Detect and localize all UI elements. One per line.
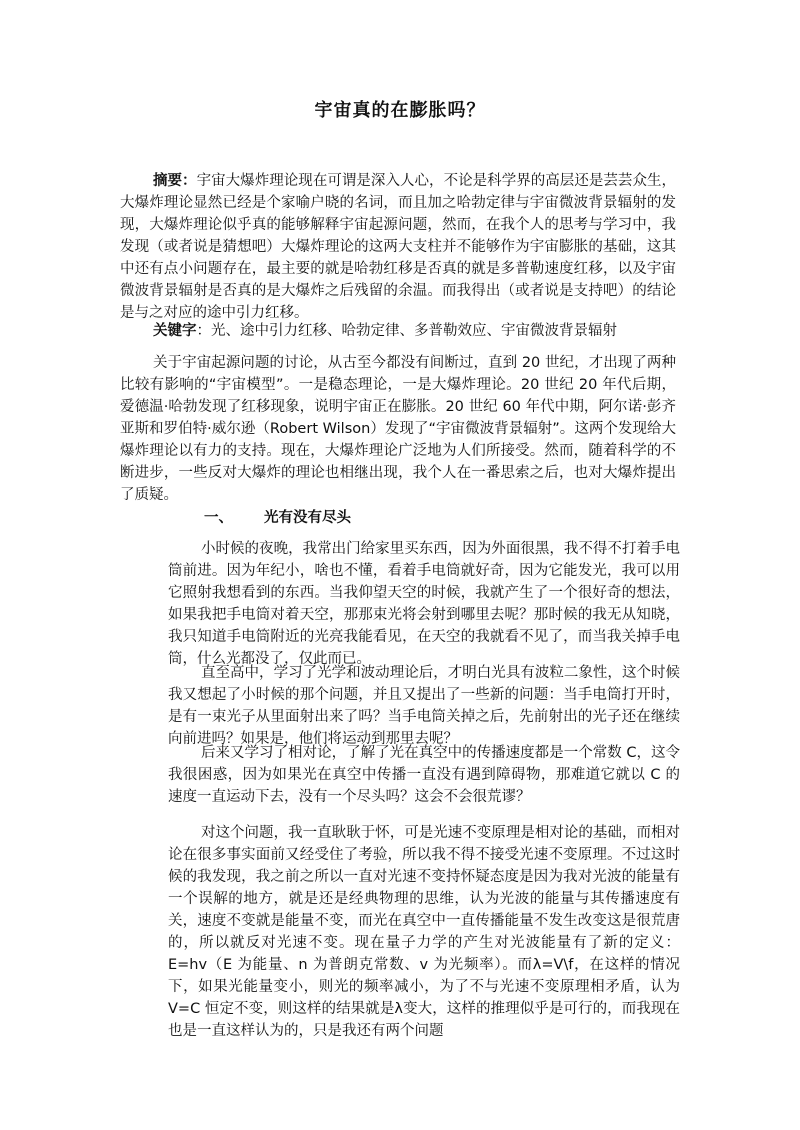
intro-paragraph: 关于宇宙起源问题的讨论，从古至今都没有间断过，直到 20 世纪，才出现了两种比较有影响的“宇宙模型”。一是稳态理论，一是大爆炸理论。20 世纪 20 年代后期，爱德温·哈勃发现了红移现象，说明宇宙正在膨胀。20 世纪 60 年代中期，阿尔诺·彭齐亚斯和罗伯特·威尔逊（Robert Wilson）发现了“宇宙微波背景辐射”。这两个发现给大爆炸理论以有力的支持。现在，大爆炸理论广泛地为人们所接受。然而，随着科学的不断进步，一些反对大爆炸的理论也相继出现，我个人在一番思索之后，也对大爆炸提出了质疑。 (120, 355, 676, 503)
body-paragraph-4: 对这个问题，我一直耿耿于怀，可是光速不变原理是相对论的基础，而相对论在很多事实面前又经受住了考验，所以我不得不接受光速不变原理。不过这时候的我发现，我之前之所以一直对光速不变持怀疑态度是因为我对光波的能量有一个误解的地方，就是还是经典物理的思维，认为光波的能量与其传播速度有关，速度不变就是能量不变，而光在真空中一直传播能量不发生改变这是很荒唐的，所以就反对光速不变。现在量子力学的产生对光波能量有了新的定义：E=hv（E 为能量、n 为普朗克常数、v 为光频率）。而λ=V\f，在这样的情况下，如果光能量变小，则光的频率减小，为了不与光速不变原理相矛盾，认为 V=C 恒定不变，则这样的结果就是λ变大，这样的推理似乎是可行的，而我现在也是一直这样认为的，只是我还有两个问题 (168, 825, 680, 1039)
abstract-paragraph (120, 170, 676, 324)
keywords-paragraph (120, 320, 676, 342)
section-number: 一、 (204, 510, 233, 526)
body-paragraph-3: 后来又学习了相对论，了解了光在真空中的传播速度都是一个常数 C，这令我很困惑，因为如果光在真空中传播一直没有遇到障碍物，那难道它就以 C 的速度一直运动下去，没有一个尽头吗？这会不会很荒谬？ (168, 745, 680, 805)
keywords-label: 关键字 (153, 323, 197, 339)
keywords-text: ：光、途中引力红移、哈勃定律、多普勒效应、宇宙微波背景辐射 (196, 323, 617, 339)
body-paragraph-1: 小时候的夜晚，我常出门给家里买东西，因为外面很黑，我不得不打着手电筒前进。因为年纪小，啥也不懂，看着手电筒就好奇，因为它能发光，我可以用它照射我想看到的东西。当我仰望天空的时候，我就产生了一个很好奇的想法，如果我把手电筒对着天空，那那束光将会射到哪里去呢？那时候的我无从知晓，我只知道手电筒附近的光亮我能看见，在天空的我就看不见了，而当我关掉手电筒，什么光都没了，仅此而已。 (168, 541, 680, 667)
body-paragraph-2: 直至高中，学习了光学和波动理论后，才明白光具有波粒二象性，这个时候我又想起了小时候的那个问题，并且又提出了一些新的问题：当手电筒打开时，是有一束光子从里面射出来了吗？当手电筒关掉之后，先前射出的光子还在继续向前进吗？如果是，他们将运动到那里去呢？ (168, 665, 680, 747)
abstract-label: 摘要： (153, 173, 197, 189)
document-title: 宇宙真的在膨胀吗？ (314, 100, 486, 121)
section-title: 光有没有尽头 (264, 510, 351, 526)
section-heading (204, 506, 351, 527)
abstract-text: 宇宙大爆炸理论现在可谓是深入人心，不论是科学界的高层还是芸芸众生，大爆炸理论显然已经是个家喻户晓的名词，而且加之哈勃定律与宇宙微波背景辐射的发现，大爆炸理论似乎真的能够解释宇宙起源问题，然而，在我个人的思考与学习中，我发现（或者说是猜想吧）大爆炸理论的这两大支柱并不能够作为宇宙膨胀的基础，这其中还有点小问题存在，最主要的就是哈勃红移是否真的就是多普勒速度红移，以及宇宙微波背景辐射是否真的是大爆炸之后残留的余温。而我得出（或者说是支持吧）的结论是与之对应的途中引力红移。 (120, 173, 677, 321)
